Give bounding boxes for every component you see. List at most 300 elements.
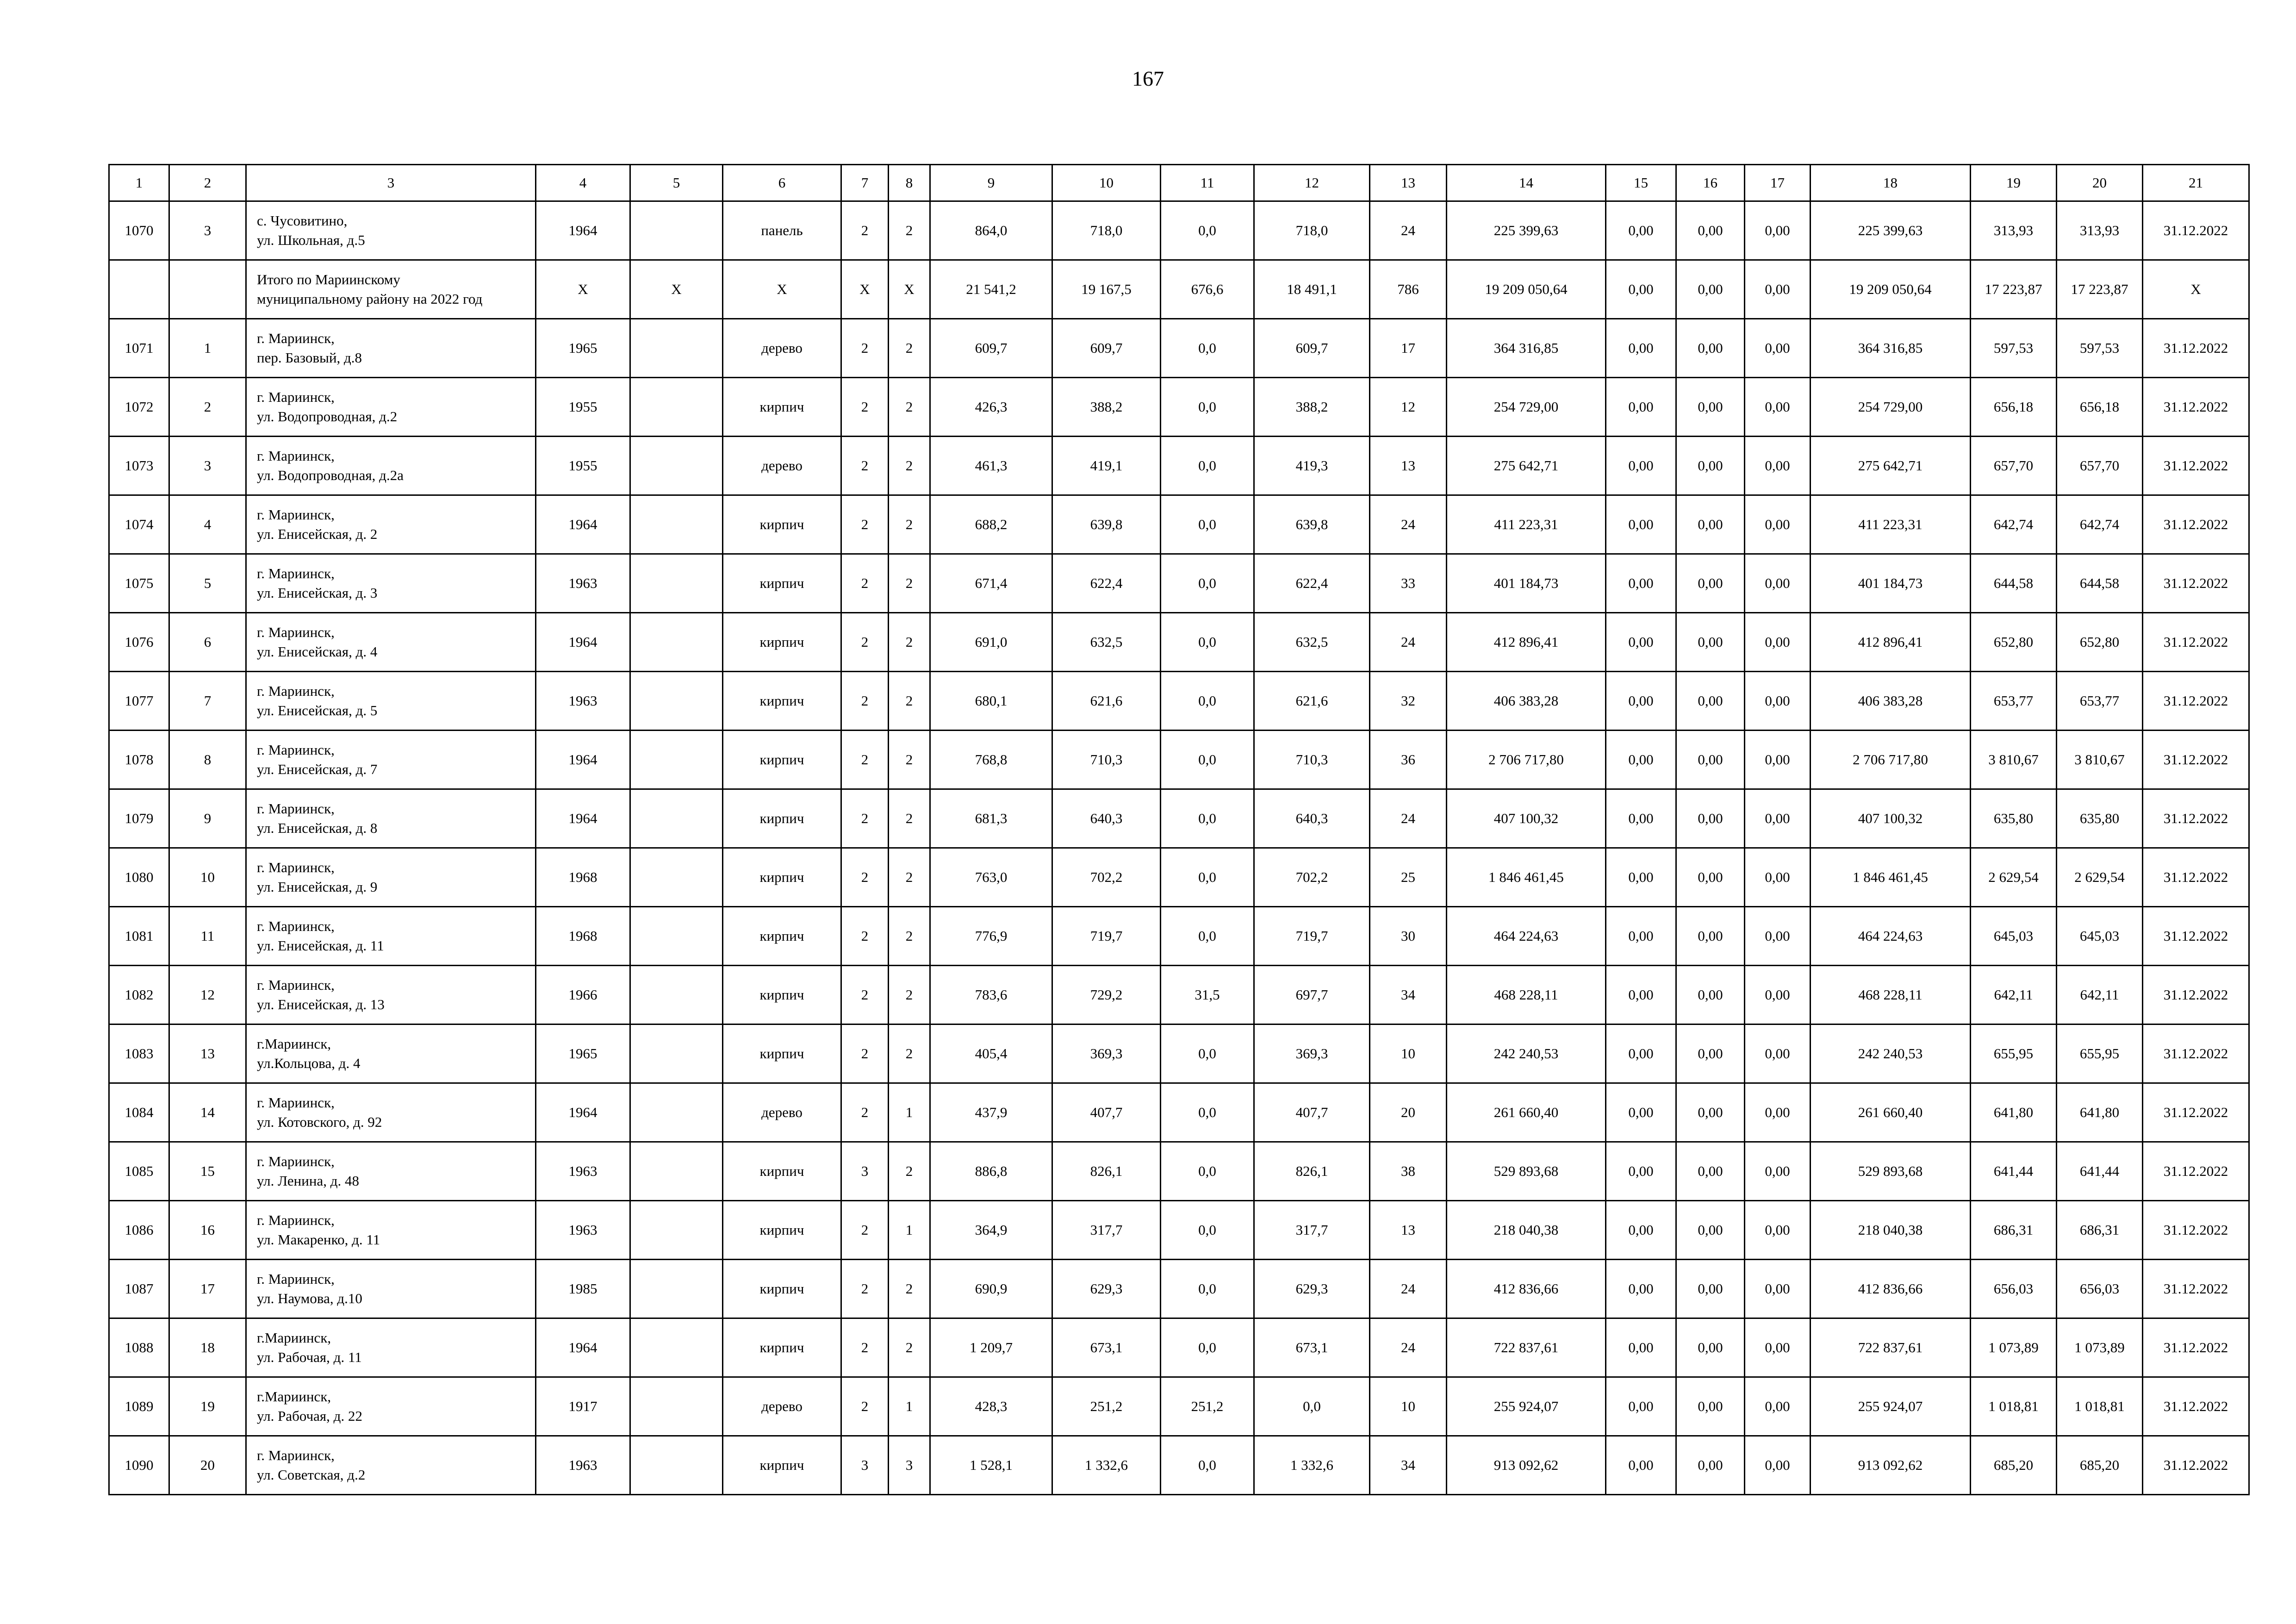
table-cell: 10 bbox=[1370, 1377, 1447, 1436]
table-cell: 412 896,41 bbox=[1811, 613, 1971, 672]
table-cell: кирпич bbox=[723, 1318, 841, 1377]
table-cell: 251,2 bbox=[1161, 1377, 1254, 1436]
table-cell: 2 bbox=[889, 672, 930, 731]
table-cell: 1086 bbox=[109, 1201, 169, 1260]
table-cell: 428,3 bbox=[930, 1377, 1052, 1436]
table-cell: 2 bbox=[889, 437, 930, 495]
address-line: ул. Енисейская, д. 3 bbox=[257, 585, 378, 601]
address-line: Итого по Мариинскому bbox=[257, 271, 400, 287]
table-cell: 1963 bbox=[536, 1436, 630, 1495]
table-cell: 913 092,62 bbox=[1811, 1436, 1971, 1495]
table-row bbox=[109, 1436, 2249, 1495]
table-cell: 1073 bbox=[109, 437, 169, 495]
table-cell: 412 836,66 bbox=[1447, 1260, 1606, 1318]
table-cell: 218 040,38 bbox=[1447, 1201, 1606, 1260]
table-cell: 18 491,1 bbox=[1254, 260, 1370, 319]
table-cell: 2 bbox=[841, 201, 889, 260]
table-cell: 632,5 bbox=[1052, 613, 1161, 672]
table-cell: 0,0 bbox=[1161, 1201, 1254, 1260]
table-cell: 0,00 bbox=[1745, 731, 1811, 789]
table-cell: 461,3 bbox=[930, 437, 1052, 495]
table-cell: 17 bbox=[1370, 319, 1447, 378]
address-line: г. Мариинск, bbox=[257, 330, 335, 346]
table-cell: 1089 bbox=[109, 1377, 169, 1436]
table-cell: 2 bbox=[889, 1260, 930, 1318]
table-cell: 1917 bbox=[536, 1377, 630, 1436]
table-cell: 702,2 bbox=[1052, 848, 1161, 907]
table-cell bbox=[630, 1024, 723, 1083]
table-cell bbox=[630, 966, 723, 1024]
table-cell: 2 bbox=[841, 907, 889, 966]
table-cell: 275 642,71 bbox=[1811, 437, 1971, 495]
table-cell: 0,0 bbox=[1161, 319, 1254, 378]
table-cell: 464 224,63 bbox=[1811, 907, 1971, 966]
table-cell: 388,2 bbox=[1052, 378, 1161, 437]
table-cell: 673,1 bbox=[1052, 1318, 1161, 1377]
table-cell: 0,00 bbox=[1676, 789, 1745, 848]
table-cell: 426,3 bbox=[930, 378, 1052, 437]
table-cell: 31.12.2022 bbox=[2143, 554, 2249, 613]
table-cell: 886,8 bbox=[930, 1142, 1052, 1201]
table-cell: 0,0 bbox=[1161, 378, 1254, 437]
table-cell: 2 bbox=[889, 848, 930, 907]
table-cell: 1076 bbox=[109, 613, 169, 672]
table-cell: 641,44 bbox=[2057, 1142, 2143, 1201]
table-row bbox=[109, 731, 2249, 789]
table-cell: 8 bbox=[169, 731, 246, 789]
table-cell: 0,00 bbox=[1606, 1201, 1676, 1260]
table-row bbox=[109, 1260, 2249, 1318]
table-cell: кирпич bbox=[723, 1142, 841, 1201]
table-cell bbox=[630, 319, 723, 378]
table-cell: 655,95 bbox=[2057, 1024, 2143, 1083]
table-cell: 642,74 bbox=[1971, 495, 2057, 554]
address-line: г. Мариинск, bbox=[257, 1271, 335, 1287]
column-number-cell: 14 bbox=[1447, 165, 1606, 201]
table-cell: 2 bbox=[841, 1024, 889, 1083]
table-cell: 763,0 bbox=[930, 848, 1052, 907]
table-cell: 2 bbox=[841, 1083, 889, 1142]
table-cell: 2 bbox=[889, 1142, 930, 1201]
table-cell: 1079 bbox=[109, 789, 169, 848]
table-cell: 2 bbox=[889, 201, 930, 260]
table-cell: дерево bbox=[723, 319, 841, 378]
table-cell bbox=[630, 789, 723, 848]
table-cell: 0,00 bbox=[1745, 201, 1811, 260]
table-cell: кирпич bbox=[723, 495, 841, 554]
table-row bbox=[109, 378, 2249, 437]
table-cell: 1963 bbox=[536, 554, 630, 613]
table-cell: 1084 bbox=[109, 1083, 169, 1142]
table-cell: 31.12.2022 bbox=[2143, 789, 2249, 848]
table-cell: 1090 bbox=[109, 1436, 169, 1495]
table-cell: 31.12.2022 bbox=[2143, 1377, 2249, 1436]
address-line: ул. Макаренко, д. 11 bbox=[257, 1231, 380, 1248]
table-cell: 2 706 717,80 bbox=[1447, 731, 1606, 789]
address-line: ул. Енисейская, д. 13 bbox=[257, 996, 385, 1012]
table-cell: 412 896,41 bbox=[1447, 613, 1606, 672]
address-line: г. Мариинск, bbox=[257, 389, 335, 405]
table-cell: 1968 bbox=[536, 907, 630, 966]
table-cell: 0,00 bbox=[1606, 201, 1676, 260]
table-cell: 1964 bbox=[536, 1318, 630, 1377]
table-cell: 0,00 bbox=[1676, 554, 1745, 613]
column-number-cell: 15 bbox=[1606, 165, 1676, 201]
table-cell: 317,7 bbox=[1254, 1201, 1370, 1260]
address-line: ул. Котовского, д. 92 bbox=[257, 1114, 382, 1130]
table-cell: 697,7 bbox=[1254, 966, 1370, 1024]
table-cell: 1955 bbox=[536, 378, 630, 437]
table-cell: 24 bbox=[1370, 495, 1447, 554]
table-cell: 656,03 bbox=[1971, 1260, 2057, 1318]
table-cell: 2 bbox=[841, 1201, 889, 1260]
table-cell: 0,00 bbox=[1676, 260, 1745, 319]
address-line: ул. Енисейская, д. 4 bbox=[257, 643, 378, 660]
table-cell: 1964 bbox=[536, 495, 630, 554]
table-cell: 1964 bbox=[536, 789, 630, 848]
table-cell: 19 209 050,64 bbox=[1447, 260, 1606, 319]
table-cell: 0,00 bbox=[1676, 1142, 1745, 1201]
table-cell: 629,3 bbox=[1254, 1260, 1370, 1318]
table-cell: 1966 bbox=[536, 966, 630, 1024]
table-cell: 0,00 bbox=[1606, 260, 1676, 319]
address-cell bbox=[246, 1260, 536, 1318]
table-cell: 1 528,1 bbox=[930, 1436, 1052, 1495]
table-cell: 0,00 bbox=[1676, 1436, 1745, 1495]
table-cell: 1965 bbox=[536, 1024, 630, 1083]
table-cell: 15 bbox=[169, 1142, 246, 1201]
table-cell: 21 541,2 bbox=[930, 260, 1052, 319]
address-line: г. Мариинск, bbox=[257, 448, 335, 464]
table-cell: 2 bbox=[889, 1024, 930, 1083]
table-cell: 0,00 bbox=[1606, 1260, 1676, 1318]
table-cell: 1074 bbox=[109, 495, 169, 554]
table-cell: 31.12.2022 bbox=[2143, 966, 2249, 1024]
table-cell: 0,00 bbox=[1606, 672, 1676, 731]
address-line: ул. Енисейская, д. 8 bbox=[257, 820, 378, 836]
table-cell: 17 bbox=[169, 1260, 246, 1318]
table-cell: 2 bbox=[841, 613, 889, 672]
table-cell bbox=[630, 672, 723, 731]
table-row bbox=[109, 789, 2249, 848]
address-line: г. Мариинск, bbox=[257, 1153, 335, 1169]
table-cell: 645,03 bbox=[1971, 907, 2057, 966]
table-cell: 31.12.2022 bbox=[2143, 848, 2249, 907]
table-cell: 17 223,87 bbox=[2057, 260, 2143, 319]
table-cell: 0,0 bbox=[1161, 848, 1254, 907]
table-cell: 609,7 bbox=[1254, 319, 1370, 378]
table-cell: 254 729,00 bbox=[1447, 378, 1606, 437]
table-cell: 2 bbox=[889, 731, 930, 789]
table-cell: 686,31 bbox=[2057, 1201, 2143, 1260]
table-cell: 34 bbox=[1370, 966, 1447, 1024]
table-cell: 218 040,38 bbox=[1811, 1201, 1971, 1260]
table-cell: 0,00 bbox=[1606, 907, 1676, 966]
table-cell: 639,8 bbox=[1254, 495, 1370, 554]
table-cell: 1963 bbox=[536, 672, 630, 731]
table-cell: 680,1 bbox=[930, 672, 1052, 731]
table-cell: 12 bbox=[169, 966, 246, 1024]
table-cell: 2 bbox=[889, 966, 930, 1024]
table-cell: 639,8 bbox=[1052, 495, 1161, 554]
table-cell: 369,3 bbox=[1052, 1024, 1161, 1083]
table-cell: 24 bbox=[1370, 789, 1447, 848]
table-cell bbox=[109, 260, 169, 319]
table-cell: 0,00 bbox=[1745, 1260, 1811, 1318]
table-cell bbox=[169, 260, 246, 319]
table-cell: 0,00 bbox=[1606, 1083, 1676, 1142]
address-cell bbox=[246, 437, 536, 495]
table-cell: 655,95 bbox=[1971, 1024, 2057, 1083]
table-cell: 19 167,5 bbox=[1052, 260, 1161, 319]
table-cell: 609,7 bbox=[930, 319, 1052, 378]
table-cell: 722 837,61 bbox=[1447, 1318, 1606, 1377]
address-cell bbox=[246, 613, 536, 672]
table-cell: 0,00 bbox=[1606, 1377, 1676, 1436]
address-cell bbox=[246, 1318, 536, 1377]
column-number-cell: 4 bbox=[536, 165, 630, 201]
table-cell: 529 893,68 bbox=[1447, 1142, 1606, 1201]
table-cell: 407 100,32 bbox=[1447, 789, 1606, 848]
table-cell: 364,9 bbox=[930, 1201, 1052, 1260]
table-cell: 776,9 bbox=[930, 907, 1052, 966]
table-cell: 0,00 bbox=[1745, 613, 1811, 672]
table-cell: 13 bbox=[1370, 437, 1447, 495]
table-cell: 1 846 461,45 bbox=[1811, 848, 1971, 907]
table-cell: 2 bbox=[841, 319, 889, 378]
table-cell: 1072 bbox=[109, 378, 169, 437]
table-cell: 688,2 bbox=[930, 495, 1052, 554]
table-cell: 1 018,81 bbox=[2057, 1377, 2143, 1436]
table-cell: 11 bbox=[169, 907, 246, 966]
table-cell: 407 100,32 bbox=[1811, 789, 1971, 848]
table-cell: 0,00 bbox=[1606, 848, 1676, 907]
table-cell: 0,00 bbox=[1606, 437, 1676, 495]
table-cell: 261 660,40 bbox=[1447, 1083, 1606, 1142]
table-cell: 0,0 bbox=[1161, 1024, 1254, 1083]
table-cell: 1963 bbox=[536, 1201, 630, 1260]
table-cell: 2 bbox=[169, 378, 246, 437]
table-cell: 2 bbox=[841, 672, 889, 731]
table-row bbox=[109, 201, 2249, 260]
table-cell: 0,00 bbox=[1676, 437, 1745, 495]
table-cell: 0,00 bbox=[1676, 1083, 1745, 1142]
table-cell: 826,1 bbox=[1254, 1142, 1370, 1201]
table-cell: 719,7 bbox=[1254, 907, 1370, 966]
table-cell: 652,80 bbox=[2057, 613, 2143, 672]
address-line: ул. Енисейская, д. 7 bbox=[257, 761, 378, 777]
table-row bbox=[109, 907, 2249, 966]
table-cell: дерево bbox=[723, 1083, 841, 1142]
table-cell: 652,80 bbox=[1971, 613, 2057, 672]
table-cell: 31.12.2022 bbox=[2143, 613, 2249, 672]
table-cell: 2 bbox=[889, 378, 930, 437]
table-row bbox=[109, 1024, 2249, 1083]
table-cell: 14 bbox=[169, 1083, 246, 1142]
table-cell: 33 bbox=[1370, 554, 1447, 613]
table-cell: 913 092,62 bbox=[1447, 1436, 1606, 1495]
table-cell: 31.12.2022 bbox=[2143, 672, 2249, 731]
table-cell: 0,00 bbox=[1676, 1377, 1745, 1436]
table-cell: 656,18 bbox=[2057, 378, 2143, 437]
table-cell: 406 383,28 bbox=[1811, 672, 1971, 731]
table-cell: 31.12.2022 bbox=[2143, 1201, 2249, 1260]
table-cell: кирпич bbox=[723, 907, 841, 966]
table-cell: 411 223,31 bbox=[1447, 495, 1606, 554]
table-cell: 412 836,66 bbox=[1811, 1260, 1971, 1318]
table-cell: 18 bbox=[169, 1318, 246, 1377]
address-cell bbox=[246, 495, 536, 554]
table-cell: 0,00 bbox=[1676, 907, 1745, 966]
table-cell: 0,00 bbox=[1745, 1318, 1811, 1377]
table-body bbox=[109, 165, 2249, 1495]
table-cell: 31.12.2022 bbox=[2143, 1024, 2249, 1083]
table-cell: 691,0 bbox=[930, 613, 1052, 672]
table-cell: 225 399,63 bbox=[1811, 201, 1971, 260]
table-cell: кирпич bbox=[723, 848, 841, 907]
table-cell: 640,3 bbox=[1052, 789, 1161, 848]
table-cell: 0,0 bbox=[1161, 1083, 1254, 1142]
address-line: ул. Рабочая, д. 22 bbox=[257, 1408, 362, 1424]
table-cell: 242 240,53 bbox=[1447, 1024, 1606, 1083]
table-cell: 31,5 bbox=[1161, 966, 1254, 1024]
address-line: г. Мариинск, bbox=[257, 1094, 335, 1111]
table-cell: 31.12.2022 bbox=[2143, 1260, 2249, 1318]
table-cell: 24 bbox=[1370, 1260, 1447, 1318]
address-cell bbox=[246, 1024, 536, 1083]
address-cell bbox=[246, 731, 536, 789]
table-cell bbox=[630, 1083, 723, 1142]
table-cell: 3 bbox=[841, 1436, 889, 1495]
table-cell: 0,00 bbox=[1745, 1377, 1811, 1436]
table-cell: 629,3 bbox=[1052, 1260, 1161, 1318]
column-number-cell: 2 bbox=[169, 165, 246, 201]
table-cell: 0,00 bbox=[1745, 1436, 1811, 1495]
table-cell: дерево bbox=[723, 1377, 841, 1436]
table-row bbox=[109, 966, 2249, 1024]
table-cell: 729,2 bbox=[1052, 966, 1161, 1024]
table-cell: 0,00 bbox=[1676, 731, 1745, 789]
table-cell: 597,53 bbox=[2057, 319, 2143, 378]
table-cell: 1078 bbox=[109, 731, 169, 789]
table-cell: 13 bbox=[169, 1024, 246, 1083]
table-cell: 31.12.2022 bbox=[2143, 495, 2249, 554]
table-cell: 242 240,53 bbox=[1811, 1024, 1971, 1083]
table-cell: 364 316,85 bbox=[1811, 319, 1971, 378]
table-cell: 3 bbox=[841, 1142, 889, 1201]
table-cell: 1 209,7 bbox=[930, 1318, 1052, 1377]
table-cell: 0,00 bbox=[1606, 1436, 1676, 1495]
address-cell bbox=[246, 848, 536, 907]
address-line: г. Мариинск, bbox=[257, 565, 335, 581]
table-cell: 1082 bbox=[109, 966, 169, 1024]
table-cell: 0,0 bbox=[1161, 1260, 1254, 1318]
table-cell: 313,93 bbox=[2057, 201, 2143, 260]
table-row bbox=[109, 1142, 2249, 1201]
table-cell: 31.12.2022 bbox=[2143, 731, 2249, 789]
address-line: ул. Енисейская, д. 5 bbox=[257, 702, 378, 718]
table-cell: 1 073,89 bbox=[1971, 1318, 2057, 1377]
table-cell: 0,0 bbox=[1161, 731, 1254, 789]
table-cell: 2 bbox=[841, 966, 889, 1024]
table-cell: X bbox=[536, 260, 630, 319]
table-cell: 0,0 bbox=[1161, 1318, 1254, 1377]
table-cell: 261 660,40 bbox=[1811, 1083, 1971, 1142]
address-cell bbox=[246, 319, 536, 378]
table-cell: 2 bbox=[889, 495, 930, 554]
table-cell bbox=[630, 1436, 723, 1495]
table-row bbox=[109, 495, 2249, 554]
table-cell: 0,00 bbox=[1745, 319, 1811, 378]
address-line: г.Мариинск, bbox=[257, 1388, 331, 1405]
address-line: г. Мариинск, bbox=[257, 800, 335, 817]
address-line: г. Мариинск, bbox=[257, 859, 335, 875]
column-number-cell: 11 bbox=[1161, 165, 1254, 201]
table-cell: 1083 bbox=[109, 1024, 169, 1083]
table-cell bbox=[630, 613, 723, 672]
table-cell: 1 bbox=[889, 1377, 930, 1436]
table-cell: 0,00 bbox=[1676, 848, 1745, 907]
table-cell bbox=[630, 201, 723, 260]
address-cell bbox=[246, 260, 536, 319]
table-cell: 1081 bbox=[109, 907, 169, 966]
table-cell: 1963 bbox=[536, 1142, 630, 1201]
table-cell: 676,6 bbox=[1161, 260, 1254, 319]
address-cell bbox=[246, 966, 536, 1024]
table-cell: 407,7 bbox=[1052, 1083, 1161, 1142]
address-line: муниципальному району на 2022 год bbox=[257, 291, 483, 307]
table-cell: 3 bbox=[169, 437, 246, 495]
table-cell: 0,0 bbox=[1161, 495, 1254, 554]
table-cell bbox=[630, 731, 723, 789]
table-row bbox=[109, 1377, 2249, 1436]
table-cell: 826,1 bbox=[1052, 1142, 1161, 1201]
table-cell: 0,00 bbox=[1606, 554, 1676, 613]
table-cell: кирпич bbox=[723, 731, 841, 789]
table-cell: 1 bbox=[889, 1201, 930, 1260]
table-cell: 1 073,89 bbox=[2057, 1318, 2143, 1377]
table-cell bbox=[630, 495, 723, 554]
table-cell: кирпич bbox=[723, 1436, 841, 1495]
table-cell: 10 bbox=[169, 848, 246, 907]
table-cell: 0,00 bbox=[1606, 966, 1676, 1024]
table-cell: 718,0 bbox=[1052, 201, 1161, 260]
table-cell: 2 bbox=[889, 907, 930, 966]
table-cell: 686,31 bbox=[1971, 1201, 2057, 1260]
table-cell: 2 706 717,80 bbox=[1811, 731, 1971, 789]
table-cell: 0,0 bbox=[1161, 672, 1254, 731]
table-cell: 13 bbox=[1370, 1201, 1447, 1260]
table-cell: 653,77 bbox=[1971, 672, 2057, 731]
table-cell: 2 bbox=[841, 378, 889, 437]
table-cell: 0,00 bbox=[1745, 1142, 1811, 1201]
table-cell: 0,00 bbox=[1745, 966, 1811, 1024]
table-cell: 0,00 bbox=[1606, 319, 1676, 378]
table-cell: 19 209 050,64 bbox=[1811, 260, 1971, 319]
table-cell: 2 bbox=[841, 1260, 889, 1318]
table-cell: 1964 bbox=[536, 201, 630, 260]
table-cell: 656,03 bbox=[2057, 1260, 2143, 1318]
table-cell: 2 bbox=[841, 1318, 889, 1377]
table-cell: 2 bbox=[841, 789, 889, 848]
table-cell: 364 316,85 bbox=[1447, 319, 1606, 378]
table-cell: 468 228,11 bbox=[1811, 966, 1971, 1024]
table-cell: 405,4 bbox=[930, 1024, 1052, 1083]
table-cell: 388,2 bbox=[1254, 378, 1370, 437]
table-cell: 657,70 bbox=[1971, 437, 2057, 495]
address-cell bbox=[246, 907, 536, 966]
address-line: г. Мариинск, bbox=[257, 683, 335, 699]
